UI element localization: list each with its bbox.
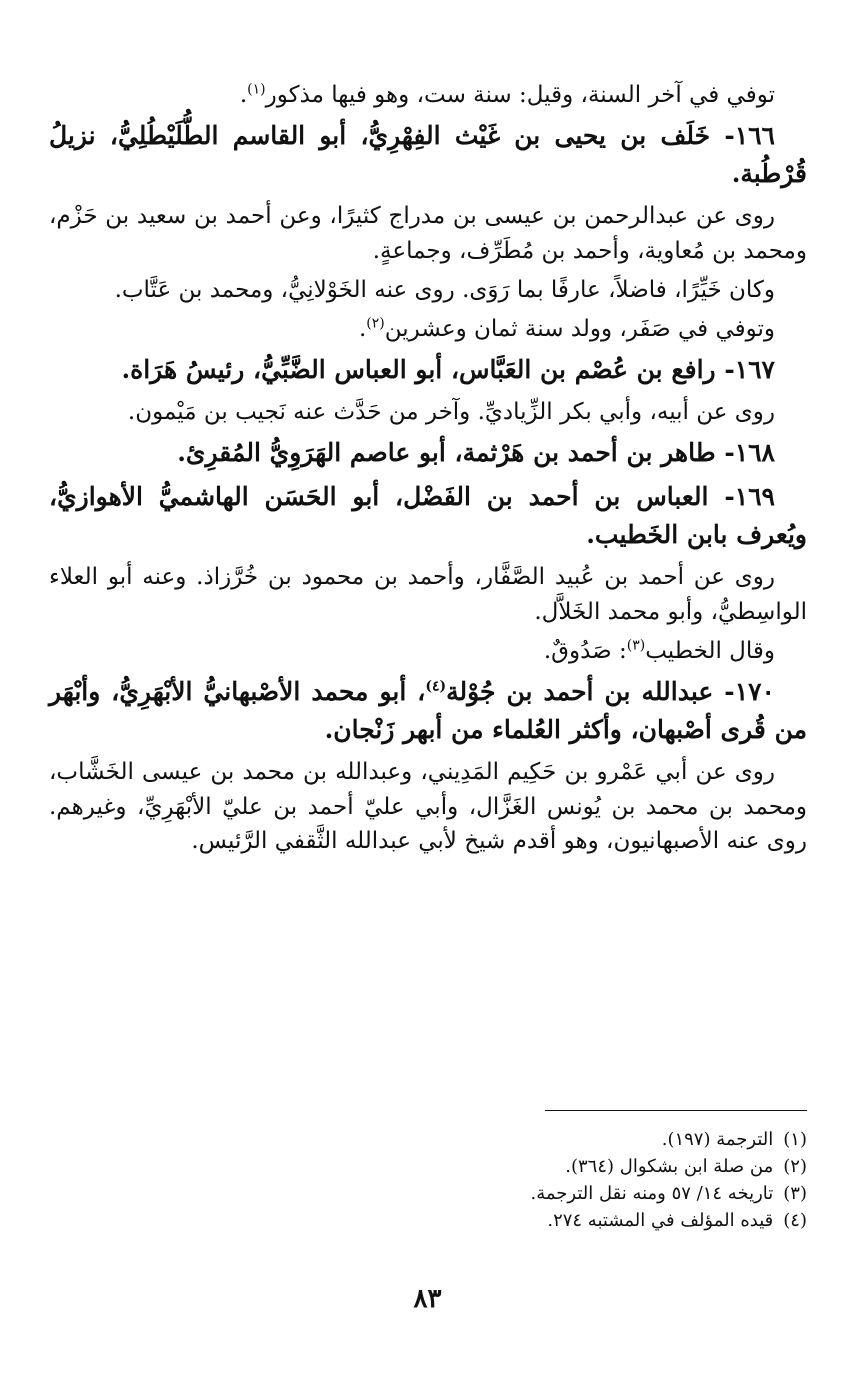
paragraph: وتوفي في صَفَر، وولد سنة ثمان وعشرين$^{(٢)}$. [358,315,775,342]
page-number: ٨٣ [413,1284,442,1314]
footnote-text: قيده المؤلف في المشتبه ٢٧٤. [547,1210,774,1231]
footnote-text: الترجمة (١٩٧). [661,1129,774,1150]
footnote-reference: (٤) [425,678,447,695]
footnotes [49,1126,807,1234]
paragraph: روى عن أحمد بن عُبيد الصَّفَّار، وأحمد بن محمود بن خُرَّزاذ. وعنه أبو العلاء الواسِطيُّ، وأبو محمد الخَلاَّل. [49,563,807,625]
footnote-reference: (١) [247,81,266,98]
paragraph: وكان خَيِّرًا، فاضلاً، عارفًا بما رَوَى. روى عنه الخَوْلانِيُّ، ومحمد بن عَتَّاب. [114,276,775,303]
paragraph: وقال الخطيب$^{(٣)}$: صَدُوقٌ. [543,636,775,664]
footnote-number: (٢) [783,1156,807,1177]
footnote-number: (١) [783,1129,807,1150]
footnote [49,1207,807,1234]
entry-heading: ١٦٩- العباس بن أحمد بن الفَضْل، أبو الحَسَن الهاشميُّ الأهوازيُّ، ويُعرف بابن الخَطيب. [49,481,807,549]
footnote-text: من صلة ابن بشكوال (٣٦٤). [565,1156,774,1177]
footnote-number: (٤) [783,1210,807,1231]
footnote-reference: (٣) [626,636,646,653]
footnote [49,1153,807,1180]
paragraph: توفي في آخر السنة، وقيل: سنة ست، وهو فيها مذكور$^{(١)}$. [239,81,775,108]
footnote-number: (٣) [783,1183,807,1204]
footnote-divider [545,1110,807,1111]
paragraph: روى عن أبي عَمْرو بن حَكِيم المَدِيني، وعبدالله بن محمد بن عيسى الخَشَّاب، ومحمد بن محمد بن يُونس الغَزَّال، وأبي عليّ أحمد بن عليّ الأبْهَرِيِّ، وغيرهم. روى عنه الأصبهانيون، وهو أقدم شيخ لأبي عبدالله الثَّقفي الرَّئيس. [49,758,807,855]
main-text [49,78,807,863]
paragraph: روى عن عبدالرحمن بن عيسى بن مدراج كثيرًا، وعن أحمد بن سعيد بن حَزْم، ومحمد بن مُعاوية، وأحمد بن مُطَرِّف، وجماعةٍ. [49,202,807,264]
footnote-text: تاريخه ١٤/ ٥٧ ومنه نقل الترجمة. [530,1183,774,1204]
footnote [49,1180,807,1207]
entry-heading: ١٦٧- رافع بن عُصْم بن العَبَّاس، أبو العباس الضَّبِّيُّ، رئيسُ هَرَاة. [121,354,775,384]
paragraph: روى عن أبيه، وأبي بكر الزِّياديِّ. وآخر من حَدَّث عنه نَجيب بن مَيْمون. [127,398,775,425]
entry-heading: ١٦٨- طاهر بن أحمد بن هَرْثمة، أبو عاصم الهَرَوِيُّ المُقرِئ. [177,437,775,467]
footnote-reference: (٢) [366,315,385,332]
entry-heading: ١٦٦- خَلَف بن يحيى بن غَيْث الفِهْرِيُّ، أبو القاسم الطُّلَيْطُلِيُّ، نزيلُ قُرْطُبة. [49,120,807,188]
footnote [49,1126,807,1153]
entry-heading: ١٧٠- عبدالله بن أحمد بن جُوْلة$^{(٤)}$، أبو محمد الأصْبهانيُّ الأبْهَرِيُّ، وأبْهَر من قُرى أصْبهان، وأكثر العُلماء من أبهر زَنْجان. [49,676,807,744]
